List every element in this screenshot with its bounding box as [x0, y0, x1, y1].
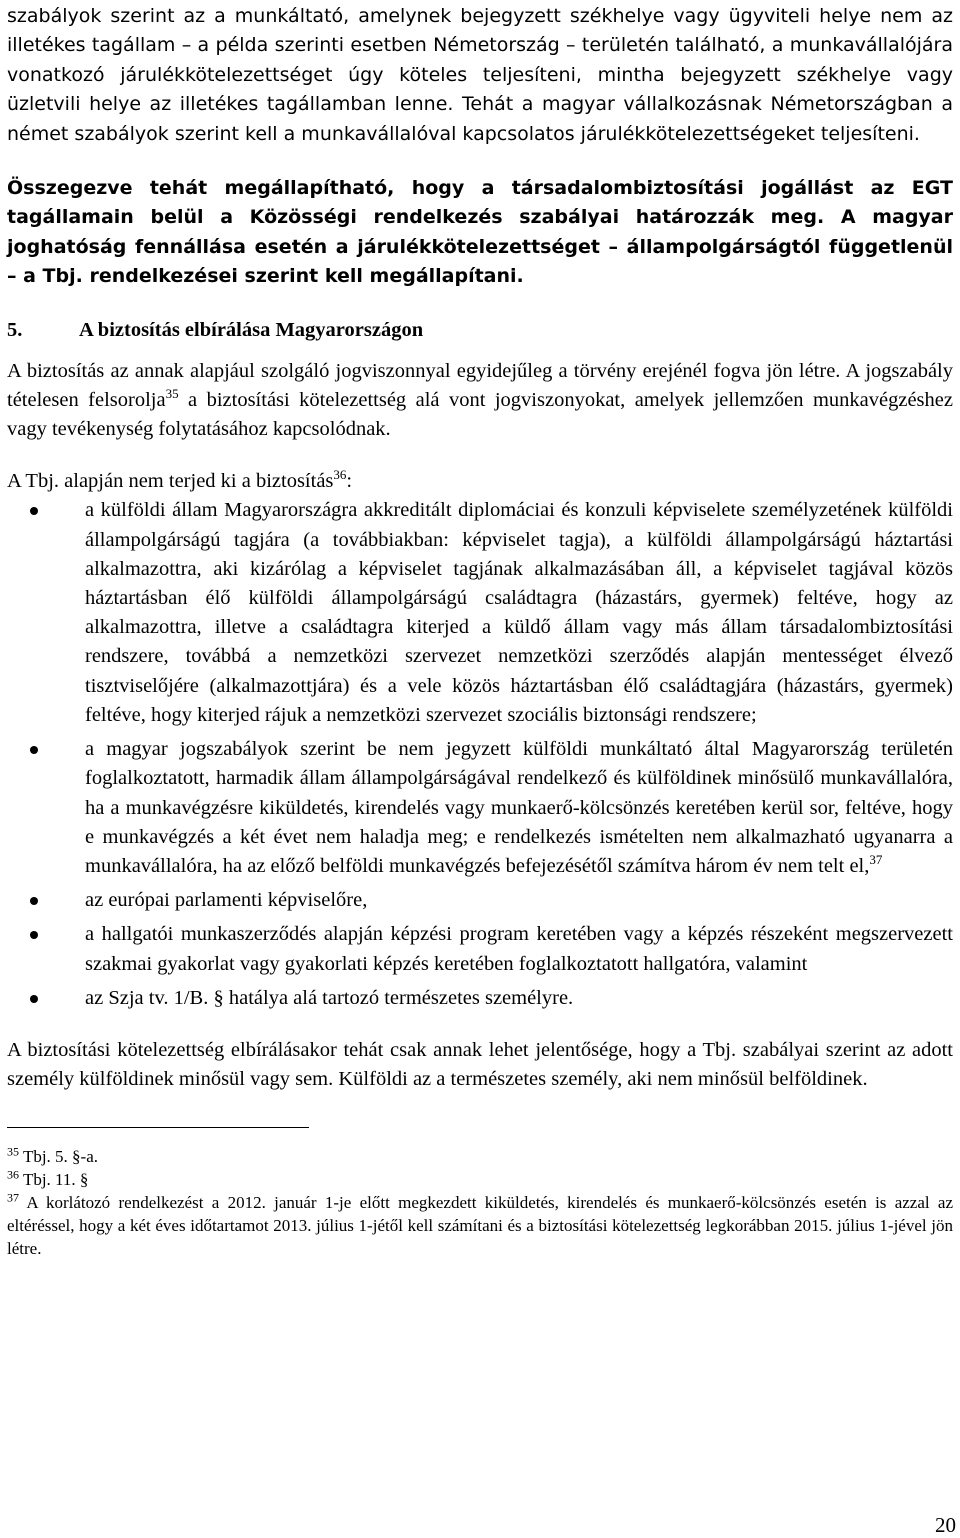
list-item [7, 735, 953, 881]
list-item-text: a magyar jogszabályok szerint be nem jegyzett külföldi munkáltató által Magyarország területén foglalkoztatott, harmadik állam állampolgárságával rendelkező és külföldinek minősülő munkavállalóra, ha a munkavégzésre kiküldetés, kirendelés vagy munkaerő-kölcsönzés keretében kerül sor, feltéve, hogy e munkavégzés a két évet nem haladja meg; e rendelkezés ismételten nem alkalmazható ugyanarra a munkavállalóra, ha az előző belföldi munkavégzés befejezésétől számítva három év nem telt el, [85, 738, 953, 877]
bullet-icon [30, 931, 38, 939]
bullet-icon [30, 746, 38, 754]
paragraph-continued: szabályok szerint az a munkáltató, amelynek bejegyzett székhelye vagy ügyviteli helye nem az illetékes tagállam – a példa szerinti esetben Németország – területén található, a munkavállalójára vonatkozó járulékkötelezettséget úgy köteles teljesíteni, mintha bejegyzett székhelye vagy üzletvili helye az illetékes tagállamban lenne. Tehát a magyar vállalkozásnak Németországban a német szabályok szerint kell a munkavállalóval kapcsolatos járulékkötelezettségeket teljesíteni. [7, 5, 953, 145]
footnote-37 [7, 1191, 953, 1260]
exclusions-intro [7, 467, 953, 496]
footnote-ref-35[interactable]: 35 [165, 386, 179, 402]
section-number: 5. [7, 318, 23, 341]
exclusions-list [7, 496, 953, 1012]
document-page [7, 0, 953, 1260]
bullet-icon [30, 995, 38, 1003]
list-item [7, 496, 953, 730]
summary-paragraph: Összegezve tehát megállapítható, hogy a társadalombiztosítási jogállást az EGT tagállamain belül a Közösségi rendelkezés szabályai határozzák meg. A magyar joghatóság fennállása esetén a járulékkötelezettséget – állampolgárságtól függetlenül – a Tbj. rendelkezései szerint kell megállapítani. [7, 177, 953, 288]
footnote-number: 36 [7, 1167, 19, 1182]
page-number: 20 [935, 1513, 956, 1537]
exclusions-intro-colon: : [346, 470, 353, 493]
bullet-icon [30, 897, 38, 905]
footnote-text: Tbj. 5. §-a. [19, 1147, 99, 1167]
footnote-36 [7, 1168, 953, 1191]
insurance-paragraph [7, 357, 953, 445]
list-item-text: az Szja tv. 1/B. § hatálya alá tartozó természetes személyre. [85, 986, 574, 1009]
footnote-divider [7, 1127, 309, 1128]
list-item [7, 920, 953, 978]
footnote-number: 35 [7, 1144, 19, 1159]
list-item-text: a külföldi állam Magyarországra akkreditált diplomáciai és konzuli képviselete személyzetének külföldi állampolgárságú tagjára (a továbbiakban: képviselet tagja), a külföldi állampolgárságú háztartási alkalmazottra, aki kizárólag a képviselet tagjának alkalmazásában áll, a képviselet tagjával közös háztartásban élő külföldi állampolgárságú családtagra (házastárs, gyermek) feltéve, hogy az alkalmazottra, illetve a családtagra kiterjed a küldő állam vagy más állam társadalombiztosítási rendszere, továbbá a nemzetközi szervezet nemzetközi szerződés alapján mentességet élvező tisztviselőjére (alkalmazottjára) és a vele közös háztartásban élő családtagjára (házastárs, gyermek) feltéve, hogy kiterjed rájuk a nemzetközi szervezet szociális biztonsági rendszere; [85, 499, 953, 726]
insurance-paragraph-text-cont: a biztosítási kötelezettség alá vont jogviszonyokat, amelyek jellemzően munkavégzéshez vagy tevékenység folytatásához kapcsolódnak. [7, 388, 953, 441]
footnotes [7, 1145, 953, 1260]
list-item [7, 984, 953, 1013]
exclusions-intro-text: A Tbj. alapján nem terjed ki a biztosítás [7, 470, 334, 493]
list-item [7, 886, 953, 915]
footnote-35 [7, 1145, 953, 1168]
footnote-number: 37 [7, 1190, 19, 1205]
footnote-text: A korlátozó rendelkezést a 2012. január 1-je előtt megkezdett kiküldetés, kirendelés és munkaerő-kölcsönzés esetén is azzal az eltéréssel, hogy a két éves időtartamot 2013. július 1-jétől kell számítani és a biztosítási kötelezettség legkorábban 2015. július 1-jével jön létre. [7, 1193, 953, 1259]
footnote-text: Tbj. 11. § [19, 1170, 89, 1190]
conclusion-paragraph: A biztosítási kötelezettség elbírálásakor tehát csak annak lehet jelentősége, hogy a Tbj. szabályai szerint az adott személy külföldinek minősül vagy sem. Külföldi az a természetes személy, aki nem minősül belföldinek. [7, 1038, 953, 1091]
insurance-paragraph-text: A biztosítás az annak alapjául szolgáló jogviszonnyal egyidejűleg a törvény erejénél fogva jön létre. A jogszabály tételesen felsorolja [7, 359, 953, 411]
bullet-icon [30, 507, 38, 515]
list-item-text: a hallgatói munkaszerződés alapján képzési program keretében vagy a képzés részeként megszervezett szakmai gyakorlat vagy gyakorlati képzés keretében foglalkoztatott hallgatóra, valamint [85, 923, 953, 975]
list-item-text: az európai parlamenti képviselőre, [85, 889, 368, 912]
footnote-ref-37[interactable]: 37 [869, 852, 883, 868]
footnote-ref-36[interactable]: 36 [333, 467, 347, 483]
section-heading [7, 316, 953, 345]
section-title: A biztosítás elbírálása Magyarországon [79, 318, 424, 341]
